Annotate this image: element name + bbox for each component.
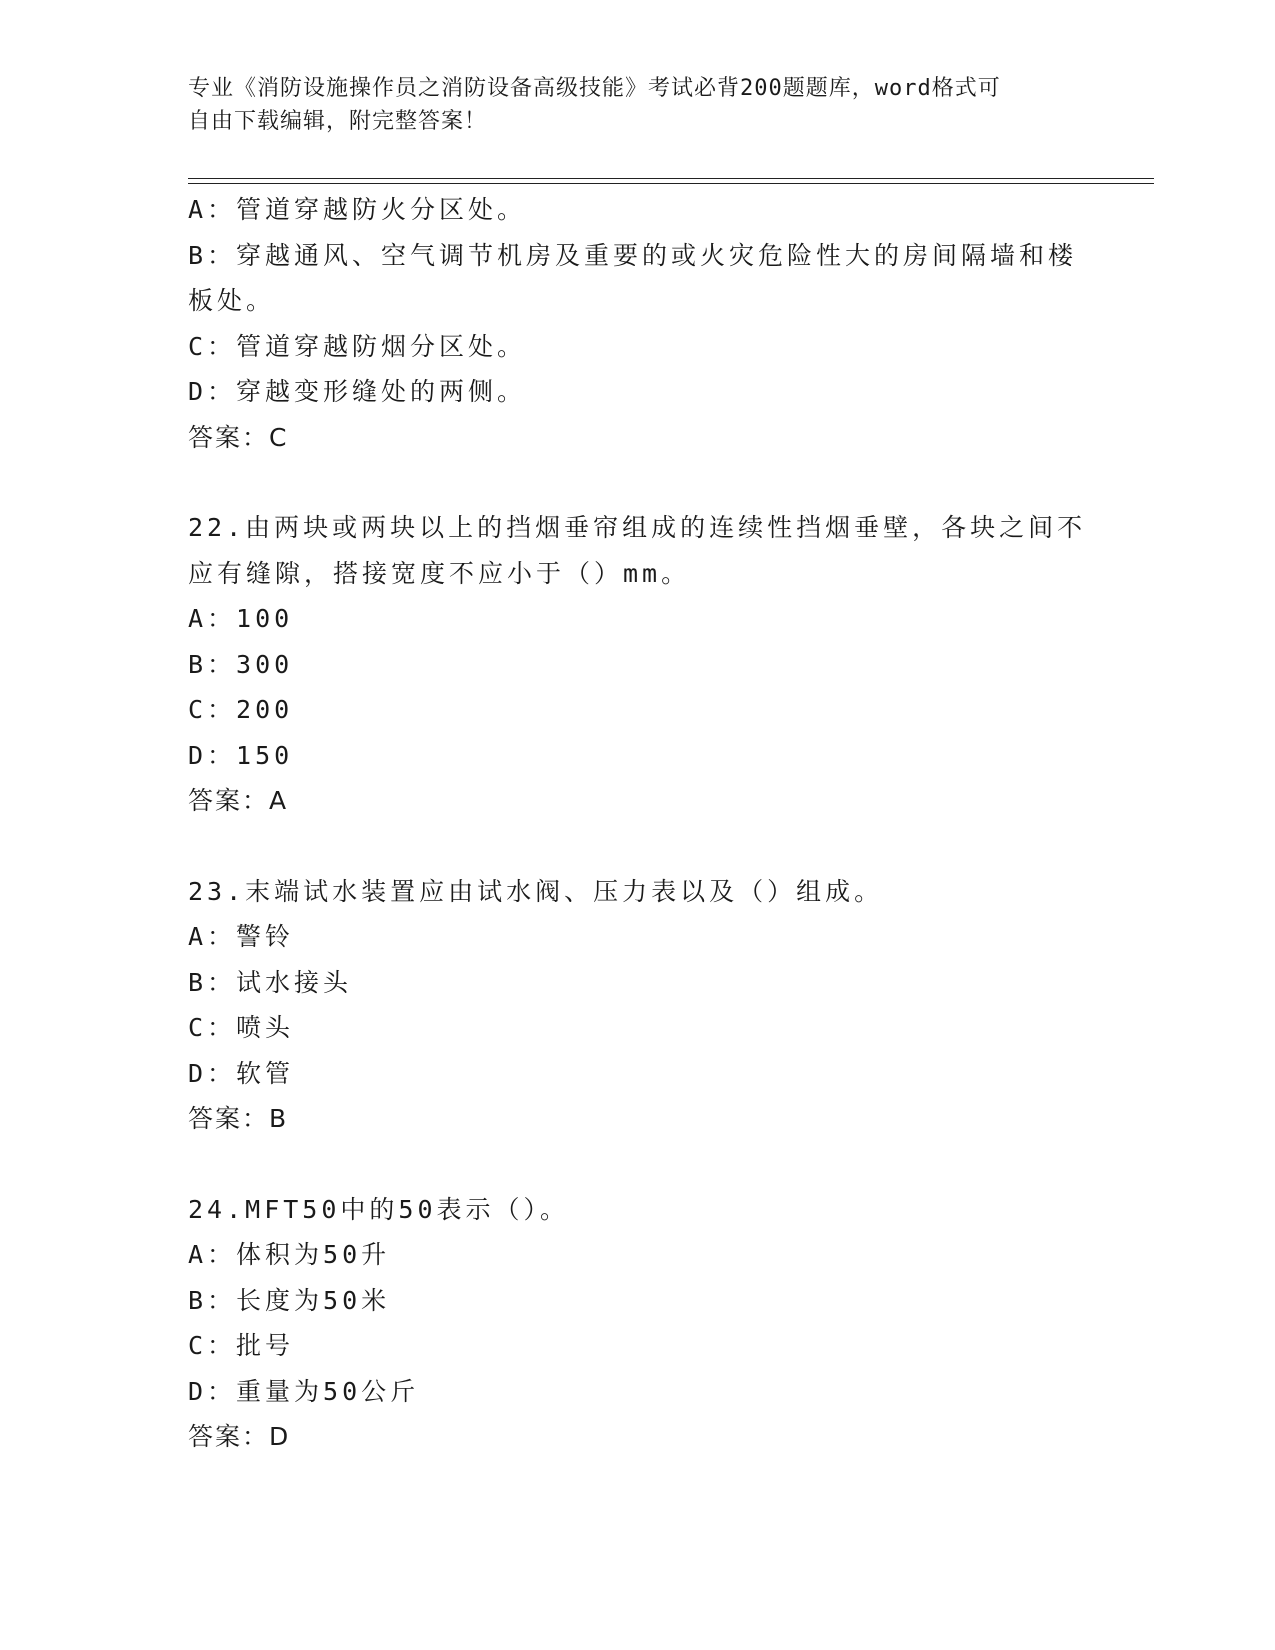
header-rule-top [188, 178, 1154, 179]
option-a: A：管道穿越防火分区处。 [188, 195, 527, 224]
option-c: C：管道穿越防烟分区处。 [188, 331, 527, 361]
question-text: 22.由两块或两块以上的挡烟垂帘组成的连续性挡烟垂壁，各块之间不 [188, 513, 1087, 542]
option-c: C：200 [188, 695, 294, 724]
option-b: B：300 [188, 649, 294, 679]
answer: 答案：A [188, 786, 289, 815]
option-d: D：150 [188, 740, 294, 770]
option-c: C：批号 [188, 1331, 295, 1360]
answer: 答案：C [188, 422, 289, 452]
header-line-1: 专业《消防设施操作员之消防设备高级技能》考试必背200题题库，word格式可 [188, 76, 1001, 101]
option-a: A：100 [188, 604, 294, 633]
question-list [188, 187, 1087, 1460]
option-c: C：喷头 [188, 1013, 295, 1042]
question-text-continued: 应有缝隙，搭接宽度不应小于（）mm。 [188, 558, 691, 588]
question-23 [188, 869, 1078, 1142]
answer: 答案：D [188, 1422, 291, 1451]
document-header [188, 72, 1068, 138]
header-line-2: 自由下载编辑，附完整答案！ [188, 109, 488, 134]
option-d: D：穿越变形缝处的两侧。 [188, 377, 527, 406]
question-text: 24.MFT50中的50表示（）。 [188, 1194, 570, 1224]
option-d: D：重量为50公斤 [188, 1376, 420, 1406]
answer: 答案：B [188, 1104, 289, 1133]
question-24 [188, 1187, 1078, 1460]
option-b: B：穿越通风、空气调节机房及重要的或火灾危险性大的房间隔墙和楼 [188, 240, 1078, 270]
option-b-continued: 板处。 [188, 286, 276, 315]
option-b: B：试水接头 [188, 967, 353, 997]
option-b: B：长度为50米 [188, 1285, 391, 1315]
question-text: 23.末端试水装置应由试水阀、压力表以及（）组成。 [188, 876, 884, 906]
option-a: A：体积为50升 [188, 1240, 391, 1269]
question-21 [188, 187, 1078, 460]
option-a: A：警铃 [188, 922, 295, 951]
header-rule-bottom [188, 183, 1154, 184]
question-22 [188, 505, 1087, 824]
option-d: D：软管 [188, 1058, 295, 1088]
